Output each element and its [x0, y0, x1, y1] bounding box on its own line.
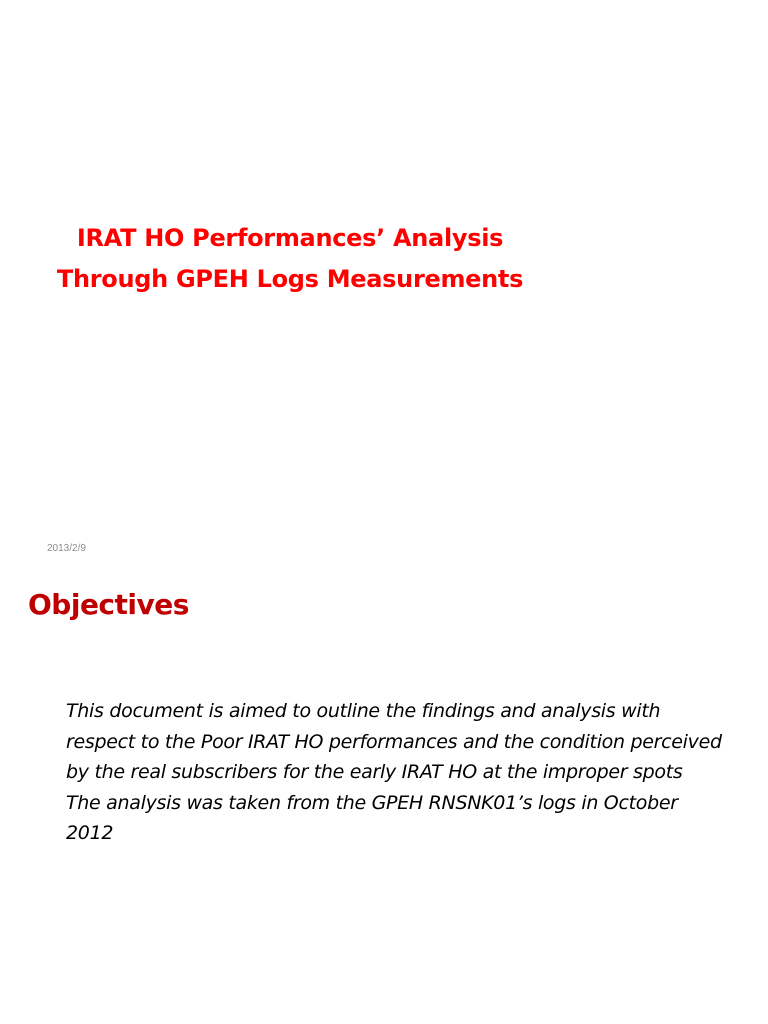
objectives-slide — [0, 576, 768, 1024]
objectives-body — [66, 696, 726, 849]
objectives-paragraph-2: The analysis was taken from the GPEH RNSNK01’s logs in October 2012 — [66, 791, 678, 844]
objectives-heading: Objectives — [28, 588, 189, 621]
objectives-paragraph-1: This document is aimed to outline the findings and analysis with respect to the Poor IRAT HO performances and the condition perceived by the real subscribers for the early IRAT HO at the improper spots — [66, 700, 722, 783]
slide-title-line-2: Through GPEH Logs Measurements — [56, 265, 524, 293]
slide-title — [0, 218, 580, 300]
slide-date: 2013/2/9 — [47, 543, 86, 554]
slide-title-line-1: IRAT HO Performances’ Analysis — [76, 224, 504, 252]
